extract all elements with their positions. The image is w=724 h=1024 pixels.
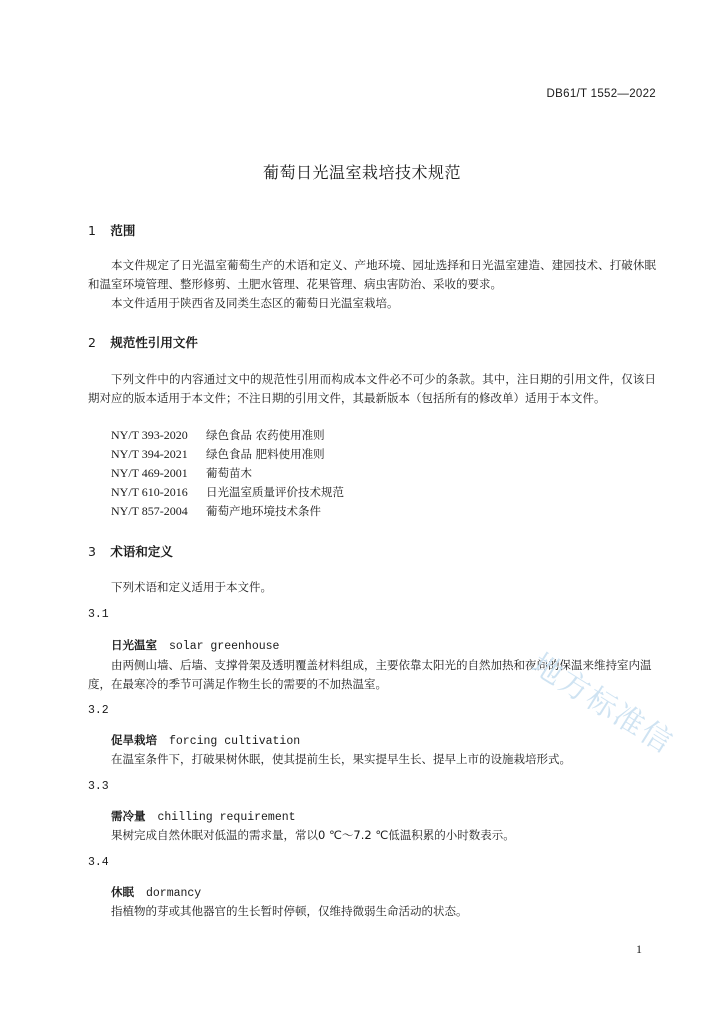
term-entry [111,637,279,653]
term-en: solar greenhouse [169,640,280,653]
section-number: 2 [88,335,96,350]
term-zh: 日光温室 [111,638,157,652]
reference-code: NY/T 393-2020 [111,428,188,442]
section-title: 术语和定义 [110,544,173,559]
subsection-number: 3.4 [88,856,109,869]
reference-code: NY/T 469-2001 [111,466,188,480]
section-heading-3 [88,542,173,560]
reference-name: 绿色食品 肥料使用准则 [206,447,325,461]
term-en: chilling requirement [157,811,296,824]
term-definition: 果树完成自然休眠对低温的需求量，常以0 ℃～7.2 ℃低温积累的小时数表示。 [111,828,515,842]
reference-item [111,465,252,481]
section-title: 范围 [110,223,136,238]
term-en: forcing cultivation [169,735,301,748]
reference-name: 日光温室质量评价技术规范 [206,485,344,499]
reference-name: 葡萄产地环境技术条件 [206,504,321,518]
section-heading-1 [88,221,135,239]
document-title: 葡萄日光温室栽培技术规范 [262,163,461,182]
term-zh: 需冷量 [111,809,146,823]
term-definition: 在温室条件下，打破果树休眠，使其提前生长，果实提早生长、提早上市的设施栽培形式。 [111,752,571,766]
term-zh: 促旱栽培 [111,733,157,747]
term-definition: 由两侧山墙、后墙、支撑骨架及透明覆盖材料组成，主要依靠太阳光的自然加热和夜间的保温来维持室内温度，在最寒冷的季节可满足作物生长的需要的不加热温室。 [88,658,652,691]
term-entry [111,884,201,900]
reference-code: NY/T 394-2021 [111,447,188,461]
term-definition: 指植物的芽或其他器官的生长暂时停顿，仅维持微弱生命活动的状态。 [111,904,468,918]
watermark: 地方标准信 [525,646,680,762]
paragraph: 本文件规定了日光温室葡萄生产的术语和定义、产地环境、园址选择和日光温室建造、建园技术、打破休眠和温室环境管理、整形修剪、土肥水管理、花果管理、病虫害防治、采收的要求。 [88,258,656,291]
subsection-number: 3.2 [88,704,109,717]
section-number: 3 [88,544,96,559]
section-number: 1 [88,223,96,238]
paragraph: 下列文件中的内容通过文中的规范性引用而构成本文件必不可少的条款。其中，注日期的引用文件，仅该日期对应的版本适用于本文件；不注日期的引用文件，其最新版本（包括所有的修改单）适用于本文件。 [88,372,656,405]
section-title: 规范性引用文件 [110,335,198,350]
subsection-number: 3.1 [88,608,109,621]
reference-item [111,427,325,443]
paragraph: 本文件适用于陕西省及同类生态区的葡萄日光温室栽培。 [111,296,399,310]
reference-code: NY/T 610-2016 [111,485,188,499]
page-number: 1 [636,942,642,956]
section-heading-2 [88,333,198,351]
term-entry [111,732,300,748]
reference-item [111,503,321,519]
paragraph: 下列术语和定义适用于本文件。 [111,580,272,594]
reference-name: 葡萄苗木 [206,466,252,480]
reference-item [111,446,325,462]
standard-code: DB61/T 1552—2022 [546,88,656,100]
subsection-number: 3.3 [88,780,109,793]
reference-item [111,484,344,500]
reference-name: 绿色食品 农药使用准则 [206,428,325,442]
term-en: dormancy [146,887,202,900]
term-zh: 休眠 [111,885,134,899]
reference-code: NY/T 857-2004 [111,504,188,518]
term-entry [111,808,296,824]
